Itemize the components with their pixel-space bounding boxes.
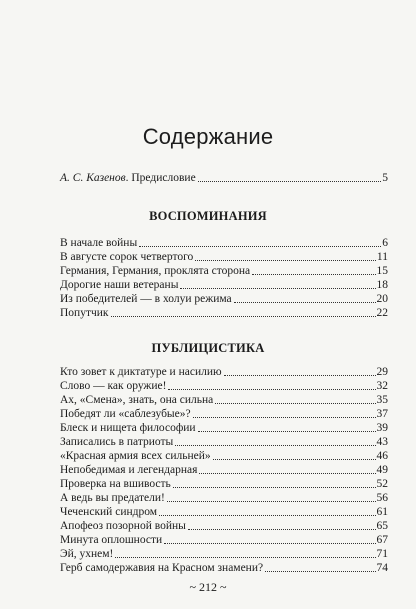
dot-leader <box>111 316 376 317</box>
dot-leader <box>234 302 376 303</box>
dot-leader <box>115 557 375 558</box>
toc-entry-preface <box>60 171 388 185</box>
dot-leader <box>164 543 375 544</box>
toc-entry <box>60 519 388 533</box>
toc-entry-page: 11 <box>376 251 388 263</box>
toc-entry-title: Эй, ухнем! <box>60 548 114 560</box>
toc-entry <box>60 365 388 379</box>
toc-entry-title: А ведь вы предатели! <box>60 492 165 504</box>
toc-entry-page: 74 <box>376 562 388 574</box>
dot-leader <box>167 501 376 502</box>
toc-entry-page: 15 <box>376 265 388 277</box>
section-heading-memoirs: ВОСПОМИНАНИЯ <box>149 209 267 223</box>
toc-entry-page: 22 <box>376 307 388 319</box>
toc-entry-page: 29 <box>376 366 388 378</box>
dot-leader <box>139 246 381 247</box>
toc-entry-title: Попутчик <box>60 307 109 319</box>
toc-entry-title: Блеск и нищета философии <box>60 422 196 434</box>
toc-entry-page: 65 <box>376 520 388 532</box>
toc-entry <box>60 393 388 407</box>
toc-entry <box>60 236 388 250</box>
dot-leader <box>199 473 375 474</box>
dot-leader <box>168 389 375 390</box>
dot-leader <box>180 288 375 289</box>
toc-entry-title: Минута оплошности <box>60 534 163 546</box>
preface-author: А. С. Казенов <box>60 172 126 184</box>
toc-entry <box>60 505 388 519</box>
toc-entry-page: 52 <box>376 478 388 490</box>
toc-entry-page: 5 <box>382 172 388 184</box>
toc-entry <box>60 533 388 547</box>
dot-leader <box>195 260 376 261</box>
toc-entry <box>60 491 388 505</box>
section-heading-journalism: ПУБЛИЦИСТИКА <box>151 341 265 355</box>
dot-leader <box>193 417 376 418</box>
toc-entry-title: Из победителей — в холуи режима <box>60 293 232 305</box>
toc-entry-page: 32 <box>376 380 388 392</box>
toc-entry <box>60 477 388 491</box>
toc-entry <box>60 278 388 292</box>
toc-entry <box>60 407 388 421</box>
toc-entry-title: Победят ли «саблезубые»? <box>60 408 191 420</box>
dot-leader <box>159 515 375 516</box>
toc-entry-title: Ах, «Смена», знать, она сильна <box>60 394 214 406</box>
toc-entry-page: 18 <box>376 279 388 291</box>
toc-entry-page: 43 <box>376 436 388 448</box>
dot-leader <box>175 445 375 446</box>
page-number: ~ 212 ~ <box>189 580 227 594</box>
toc-entry <box>60 250 388 264</box>
toc-entry-page: 61 <box>376 506 388 518</box>
toc-entry <box>60 306 388 320</box>
toc-entry <box>60 449 388 463</box>
toc-entry-page: 35 <box>376 394 388 406</box>
toc-entry-title: Герб самодержавия на Красном знамени? <box>60 562 264 574</box>
dot-leader <box>213 459 376 460</box>
toc-entry-page: 39 <box>376 422 388 434</box>
toc-entry-title: Чеченский синдром <box>60 506 158 518</box>
toc-entry-title: Непобедимая и легендарная <box>60 464 198 476</box>
toc-entry-title: Апофеоз позорной войны <box>60 520 186 532</box>
toc-entry-title: Дорогие наши ветераны <box>60 279 179 291</box>
toc-entry <box>60 379 388 393</box>
toc-entry-page: 37 <box>376 408 388 420</box>
dot-leader <box>252 274 375 275</box>
toc-entry-title: Проверка на вшивость <box>60 478 171 490</box>
toc-entry-title: «Красная армия всех сильней» <box>60 450 211 462</box>
toc-entry-title: Слово — как оружие! <box>60 380 167 392</box>
toc-entry <box>60 421 388 435</box>
toc-entry-title: Германия, Германия, проклята сторона <box>60 265 251 277</box>
dot-leader <box>198 181 382 182</box>
dot-leader <box>215 403 375 404</box>
toc-entry <box>60 463 388 477</box>
toc-entry <box>60 292 388 306</box>
toc-entry <box>60 547 388 561</box>
toc-entry-page: 56 <box>376 492 388 504</box>
toc-entry-page: 20 <box>376 293 388 305</box>
page-title: Содержание <box>142 124 274 149</box>
toc-entry-title: Записались в патриоты <box>60 436 174 448</box>
toc-entry-page: 71 <box>376 548 388 560</box>
toc-entry-page: 6 <box>382 237 388 249</box>
preface-title: . Предисловие <box>125 172 196 184</box>
dot-leader <box>265 571 375 572</box>
toc-entry-page: 46 <box>376 450 388 462</box>
toc-entry <box>60 264 388 278</box>
dot-leader <box>198 431 376 432</box>
dot-leader <box>173 487 376 488</box>
toc-entry <box>60 435 388 449</box>
toc-entry-title <box>60 171 196 185</box>
toc-entry-title: Кто зовет к диктатуре и насилию <box>60 366 222 378</box>
dot-leader <box>188 529 376 530</box>
toc-entry-title: В начале войны <box>60 237 138 249</box>
dot-leader <box>224 375 376 376</box>
toc-entry <box>60 561 388 575</box>
toc-entry-page: 49 <box>376 464 388 476</box>
toc-entry-title: В августе сорок четвертого <box>60 251 194 263</box>
toc-entry-page: 67 <box>376 534 388 546</box>
